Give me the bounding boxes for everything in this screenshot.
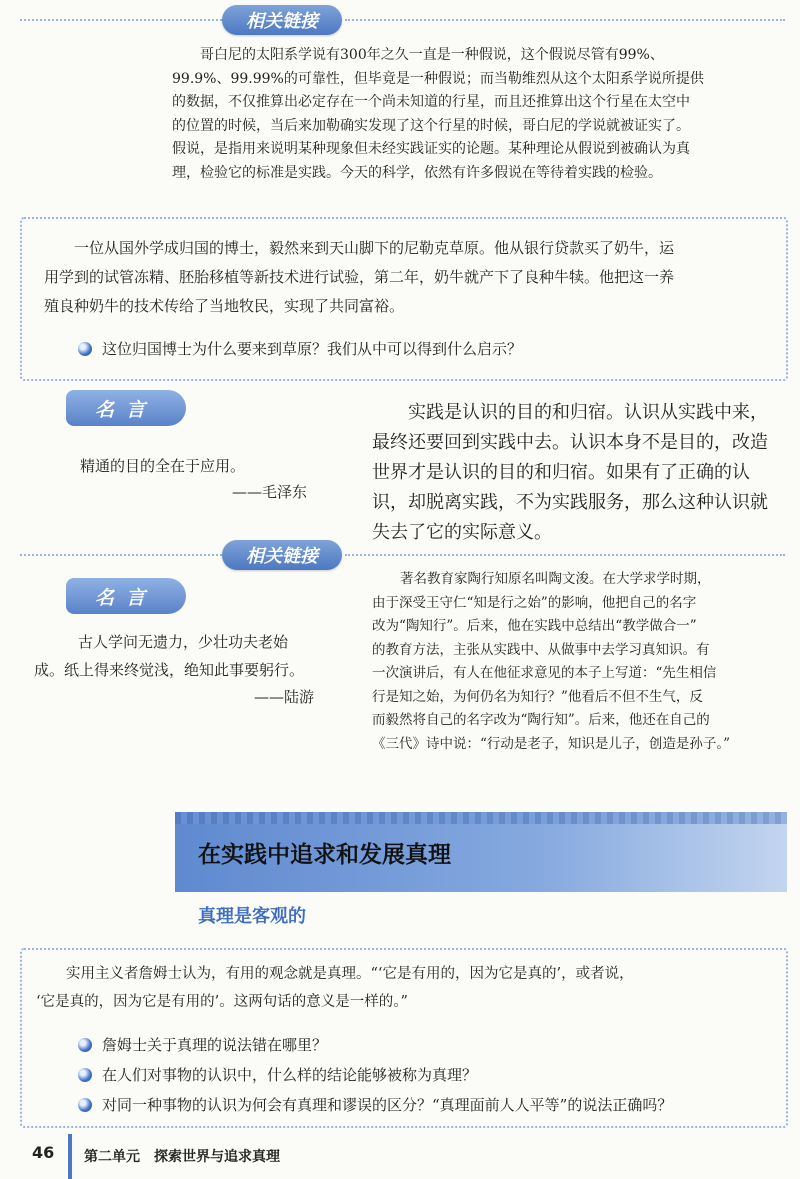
text-line: 改为“陶知行”。后来，他在实践中总结出“教学做合一”: [372, 618, 697, 634]
divider-dotted: [345, 19, 785, 21]
text-line: 著名教育家陶行知原名叫陶文浚。在大学求学时期，: [400, 571, 711, 587]
page-number: 46: [32, 1143, 55, 1162]
divider-dotted: [345, 554, 785, 556]
text-line: 99.9%、99.99%的可靠性，但毕竟是一种假说；而当勒维烈从这个太阳系学说所提供: [172, 70, 704, 87]
main-paragraph: [372, 398, 792, 548]
footer-bar: [68, 1134, 72, 1179]
text-line: 而毅然将自己的名字改为“陶行知”。后来，他还在自己的: [372, 712, 710, 728]
question-text: 这位归国博士为什么要来到草原？我们从中可以得到什么启示？: [102, 340, 523, 358]
text-line: 《三代》诗中说：“行动是老子，知识是儿子，创造是孙子。”: [372, 735, 731, 752]
quote-author: ——毛泽东: [232, 483, 308, 501]
case-text: [44, 234, 774, 321]
related-link-tab: 相关链接: [222, 5, 342, 35]
question-text: 詹姆士关于真理的说法错在哪里？: [102, 1036, 328, 1054]
quote-text: 精通的目的全在于应用。: [80, 457, 246, 475]
section-subtitle: 真理是客观的: [198, 906, 306, 927]
question-bullet-icon: [78, 1098, 92, 1112]
question-item: [78, 338, 522, 359]
divider-dotted: [20, 554, 230, 556]
section-title: 在实践中追求和发展真理: [198, 842, 451, 868]
text-line: 一次演讲后，有人在他征求意见的本子上写道：“先生相信: [372, 665, 717, 681]
text-line: 由于深受王守仁“知是行之始”的影响，他把自己的名字: [372, 594, 697, 611]
related-link-tab: 相关链接: [222, 540, 342, 570]
related-link-text: [372, 568, 792, 756]
related-link-text: [172, 44, 787, 185]
quote-text: [34, 628, 354, 684]
text-line: 的数据，不仅推算出必定存在一个尚未知道的行星，而且还推算出这个行星在太空中: [172, 94, 690, 110]
text-line: 行是知之始，为何仍名为知行？”他看后不但不生气，反: [372, 688, 703, 705]
quote-tab: 名言: [66, 390, 186, 426]
text-line: 理，检验它的标准是实践。今天的科学，依然有许多假说在等待着实践的检验。: [172, 164, 662, 181]
section-banner-stripe: [175, 812, 787, 824]
question-item: [78, 1064, 477, 1085]
divider-dotted: [20, 19, 230, 21]
text-line: 的位置的时候，当后来加勒确实发现了这个行星的时候，哥白尼的学说就被证实了。: [172, 117, 690, 134]
text-line: 失去了它的实际意义。: [372, 522, 552, 543]
text-line: ‘它是真的，因为它是有用的’。这两句话的意义是一样的。”: [36, 994, 408, 1010]
question-bullet-icon: [78, 1038, 92, 1052]
text-line: 假说，是指用来说明某种现象但未经实践证实的论题。某种理论从假说到被确认为真: [172, 141, 690, 157]
text-line: 殖良种奶牛的技术传给了当地牧民，实现了共同富裕。: [44, 297, 405, 315]
question-bullet-icon: [78, 1068, 92, 1082]
footer-unit-title: 第二单元 探索世界与追求真理: [84, 1149, 280, 1165]
text-line: 一位从国外学成归国的博士，毅然来到天山脚下的尼勒克草原。他从银行贷款买了奶牛，运: [74, 239, 675, 257]
text-line: 实用主义者詹姆士认为，有用的观念就是真理。“‘它是有用的，因为它是真的’，或者说，: [66, 966, 634, 982]
text-line: 哥白尼的太阳系学说有300年之久一直是一种假说，这个假说尽管有99%、: [200, 47, 664, 63]
text-line: 世界才是认识的目的和归宿。如果有了正确的认: [372, 462, 750, 483]
quote-tab: 名言: [66, 578, 186, 614]
question-item: [78, 1094, 672, 1115]
text-line: 识，却脱离实践，不为实践服务，那么这种认识就: [372, 492, 768, 513]
text-line: 实践是认识的目的和归宿。认识从实践中来，: [408, 402, 768, 423]
text-line: 成。纸上得来终觉浅，绝知此事要躬行。: [34, 661, 305, 679]
question-bullet-icon: [78, 342, 92, 356]
question-item: [78, 1034, 327, 1055]
question-text: 对同一种事物的认识为何会有真理和谬误的区分？“真理面前人人平等”的说法正确吗？: [102, 1096, 673, 1114]
case-text: [36, 960, 778, 1016]
quote-author: ——陆游: [254, 688, 315, 706]
text-line: 的教育方法，主张从实践中、从做事中去学习真知识。有: [372, 641, 710, 658]
text-line: 古人学问无遗力，少壮功夫老始: [78, 633, 289, 651]
text-line: 用学到的试管冻精、胚胎移植等新技术进行试验，第二年，奶牛就产下了良种牛犊。他把这一养: [44, 268, 675, 286]
text-line: 最终还要回到实践中去。认识本身不是目的，改造: [372, 432, 768, 453]
question-text: 在人们对事物的认识中，什么样的结论能够被称为真理？: [102, 1066, 478, 1084]
